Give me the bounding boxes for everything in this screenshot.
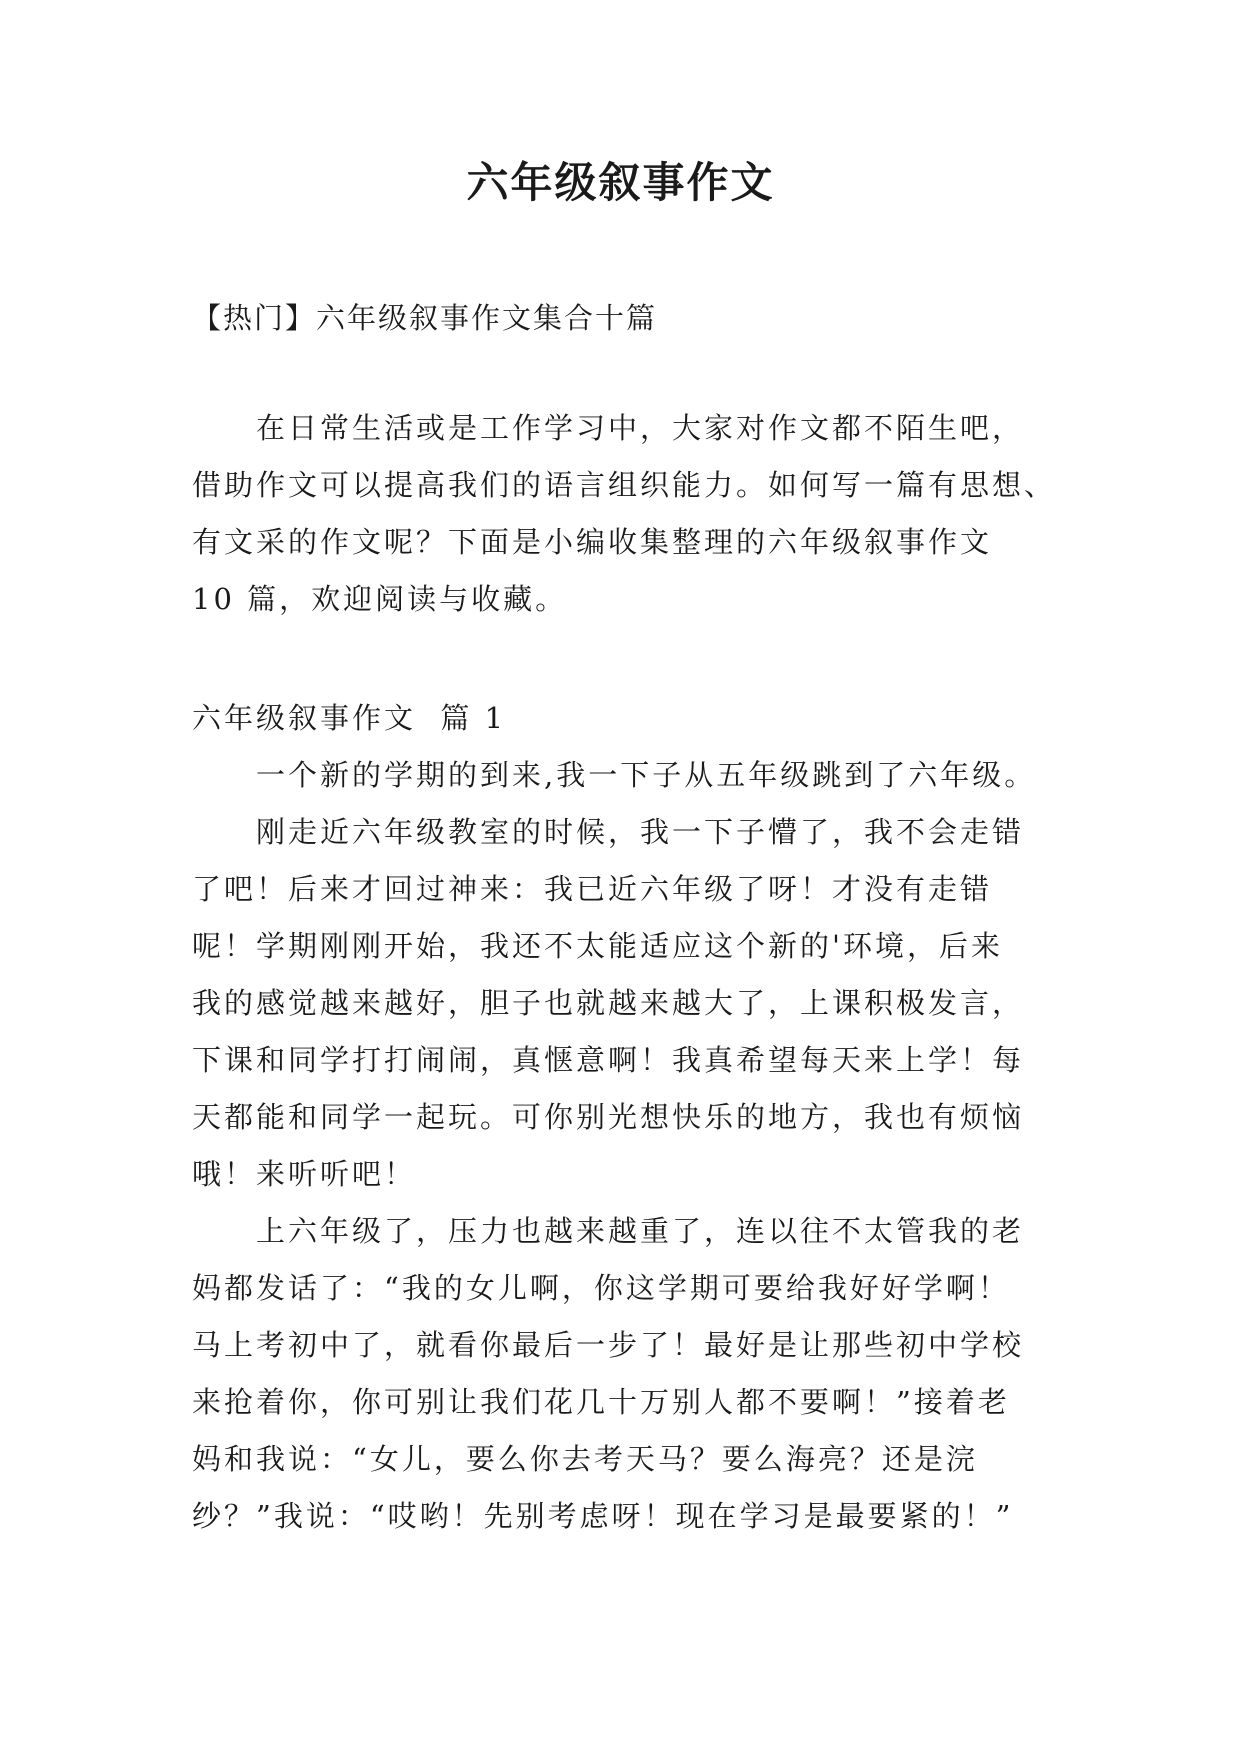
intro-line: 有文采的作文呢？下面是小编收集整理的六年级叙事作文 xyxy=(192,525,993,559)
paragraph-line: 哦！来听听吧！ xyxy=(192,1157,417,1191)
paragraph-line: 下课和同学打打闹闹，真惬意啊！我真希望每天来上学！每 xyxy=(192,1043,1025,1077)
document-title: 六年级叙事作文 xyxy=(466,158,775,207)
essay-section-1 xyxy=(192,690,1072,1545)
paragraph-line: 我的感觉越来越好，胆子也就越来越大了，上课积极发言， xyxy=(192,986,1025,1020)
paragraph-line: 妈和我说：“女儿，要么你去考天马？要么海亮？还是浣 xyxy=(192,1442,978,1476)
section-heading: 六年级叙事作文 篇 1 xyxy=(192,701,507,735)
intro-line: 10 篇，欢迎阅读与收藏。 xyxy=(192,582,568,616)
paragraph-line: 呢！学期刚刚开始，我还不太能适应这个新的'环境，后来 xyxy=(192,929,1003,963)
document-subtitle: 【热门】六年级叙事作文集合十篇 xyxy=(192,301,658,335)
paragraph-line: 妈都发话了：“我的女儿啊，你这学期可要给我好好学啊！ xyxy=(192,1271,1010,1305)
paragraph-line: 一个新的学期的到来,我一下子从五年级跳到了六年级。 xyxy=(256,758,1037,792)
paragraph-line: 天都能和同学一起玩。可你别光想快乐的地方，我也有烦恼 xyxy=(192,1100,1025,1134)
paragraph-line: 刚走近六年级教室的时候，我一下子懵了，我不会走错 xyxy=(256,815,1025,849)
intro-line: 借助作文可以提高我们的语言组织能力。如何写一篇有思想、 xyxy=(192,468,1057,502)
paragraph-line: 来抢着你，你可别让我们花几十万别人都不要啊！”接着老 xyxy=(192,1385,1010,1419)
intro-line: 在日常生活或是工作学习中，大家对作文都不陌生吧， xyxy=(256,411,1025,445)
paragraph-line: 了吧！后来才回过神来：我已近六年级了呀！才没有走错 xyxy=(192,872,993,906)
paragraph-line: 上六年级了，压力也越来越重了，连以往不太管我的老 xyxy=(256,1214,1025,1248)
paragraph-line: 纱？”我说：“哎哟！先别考虑呀！现在学习是最要紧的！” xyxy=(192,1499,1014,1533)
intro-paragraph xyxy=(192,400,1072,628)
paragraph-line: 马上考初中了，就看你最后一步了！最好是让那些初中学校 xyxy=(192,1328,1025,1362)
